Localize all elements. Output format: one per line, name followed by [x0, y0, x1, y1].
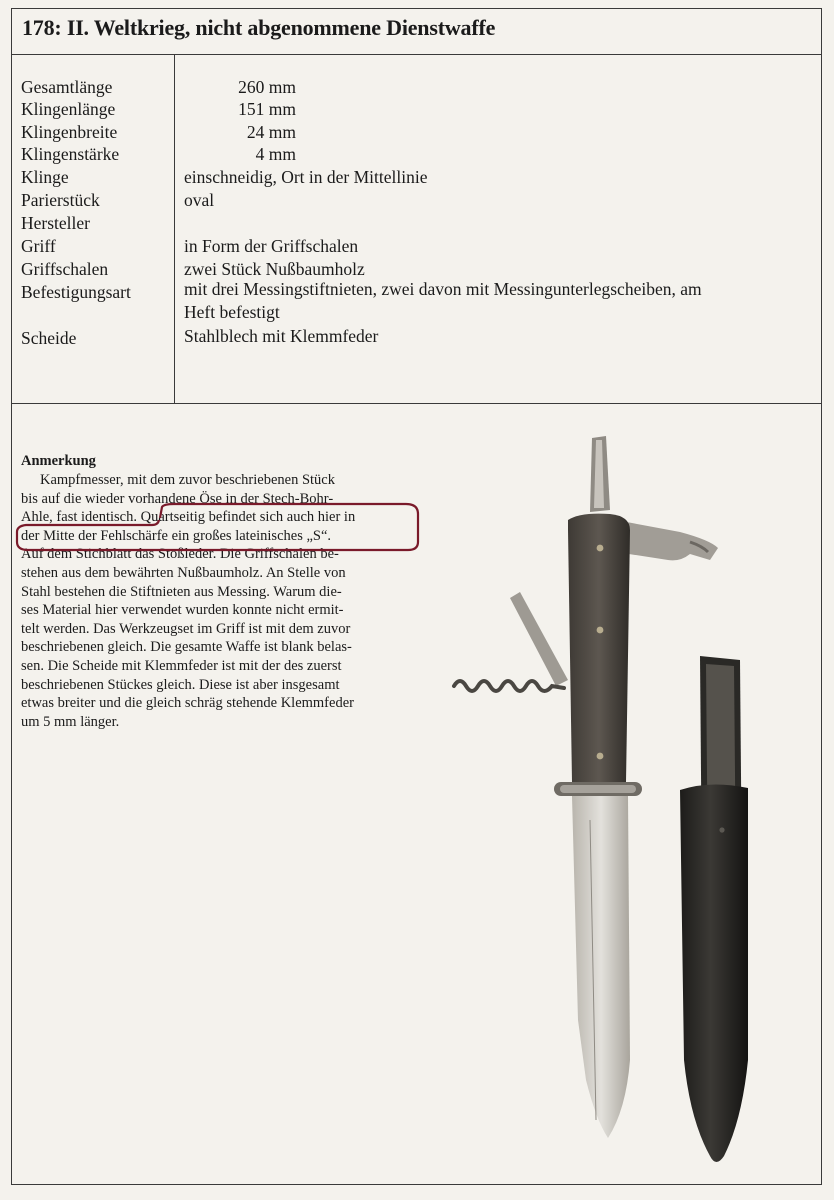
spike-tool — [510, 592, 568, 686]
remark-line: etwas breiter und die gleich schräg stehende Klemmfeder — [21, 695, 354, 712]
spec-section-divider — [11, 403, 822, 404]
remark-line: Auf dem Stichblatt das Stoßleder. Die Griffschalen be- — [21, 546, 339, 563]
spec-label-scheide: Scheide — [21, 328, 77, 348]
knife-guard — [554, 782, 642, 796]
spec-value-klinge: einschneidig, Ort in der Mittellinie — [184, 167, 428, 187]
remark-line: Kampfmesser, mit dem zuvor beschriebenen Stück — [40, 472, 335, 488]
spec-column-divider — [174, 55, 175, 403]
remark-line: beschriebenen Stückes gleich. Diese ist aber insgesamt — [21, 676, 340, 693]
spec-label-gesamtlaenge: Gesamtlänge — [21, 77, 113, 97]
remark-line: bis auf die wieder vorhandene Öse in der Stech-Bohr- — [21, 490, 334, 507]
spec-label-klingenstaerke: Klingenstärke — [21, 144, 120, 164]
knife-sheath — [680, 656, 748, 1162]
spec-value-griff: in Form der Griffschalen — [184, 236, 359, 256]
remark-line: sen. Die Scheide mit Klemmfeder ist mit der des zuerst — [21, 657, 342, 674]
remark-line: Ahle, fast identisch. Quartseitig befindet sich auch hier in — [21, 509, 356, 526]
remark-line: beschriebenen gleich. Die gesamte Waffe ist blank belas- — [21, 639, 352, 656]
spec-label-hersteller: Hersteller — [21, 213, 90, 233]
remark-line: ses Material hier verwendet wurden konnte nicht ermit- — [21, 602, 344, 619]
spec-value-parierstueck: oval — [184, 190, 215, 210]
awl-tool — [590, 436, 610, 512]
spec-value-klingenstaerke: 4 mm — [255, 144, 296, 164]
knife-photo — [440, 420, 770, 1180]
spec-value-befestigungsart: mit drei Messingstiftnieten, zwei davon mit Messingunterlegscheiben, am — [184, 279, 702, 299]
spec-value-griffschalen: zwei Stück Nußbaumholz — [184, 259, 365, 279]
spec-label-klingenlaenge: Klingenlänge — [21, 99, 116, 119]
page-title: 178: II. Weltkrieg, nicht abgenommene Dienstwaffe — [22, 15, 496, 40]
knife-blade — [572, 796, 630, 1138]
can-opener-tool — [616, 520, 718, 560]
highlight-ring — [14, 500, 424, 554]
corkscrew-tool — [454, 681, 564, 691]
remark-line: der Mitte der Fehlschärfe ein großes lateinisches „S“. — [21, 527, 332, 544]
remark-line: Stahl bestehen die Stiftnieten aus Messing. Warum die- — [21, 583, 342, 600]
spec-value-scheide: Stahlblech mit Klemmfeder — [184, 326, 379, 346]
spec-value-klingenbreite: 24 mm — [246, 122, 296, 142]
spec-label-griffschalen: Griffschalen — [21, 259, 109, 279]
knife-handle — [568, 514, 630, 782]
spec-label-befestigungsart: Befestigungsart — [21, 282, 131, 302]
spec-value-gesamtlaenge: 260 mm — [238, 77, 296, 97]
spec-label-griff: Griff — [21, 236, 56, 256]
remark-heading: Anmerkung — [21, 453, 96, 469]
spec-label-klinge: Klinge — [21, 167, 69, 187]
spec-label-klingenbreite: Klingenbreite — [21, 122, 118, 142]
remark-line: um 5 mm länger. — [21, 713, 120, 730]
spec-label-parierstueck: Parierstück — [21, 190, 100, 210]
remark-line: telt werden. Das Werkzeugset im Griff ist mit dem zuvor — [21, 620, 351, 637]
remark-line: stehen aus dem bewährten Nußbaumholz. An Stelle von — [21, 564, 346, 581]
spec-value-befestigungsart-cont: Heft befestigt — [184, 302, 280, 322]
spec-value-klingenlaenge: 151 mm — [238, 99, 296, 119]
